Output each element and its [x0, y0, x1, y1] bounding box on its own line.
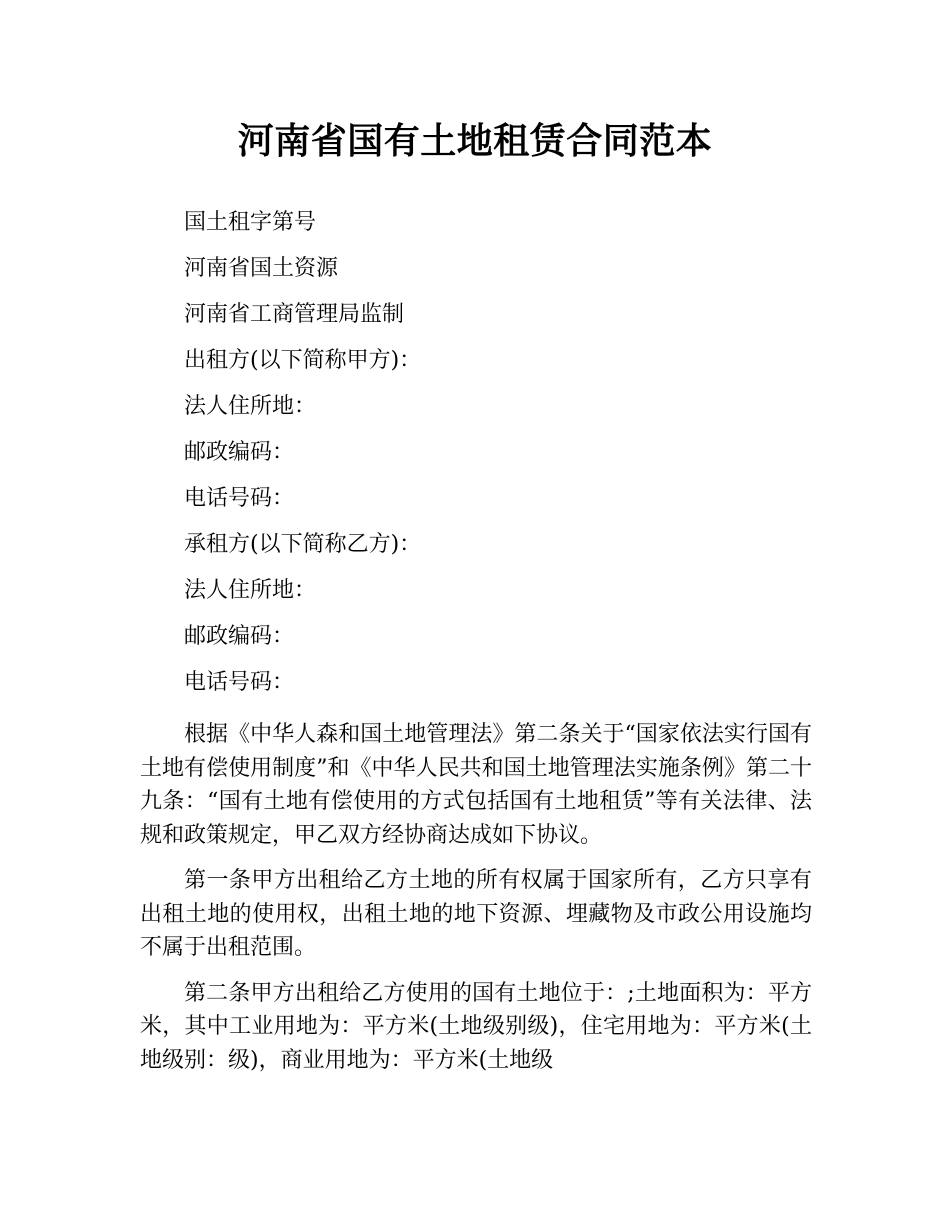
lessee-label: 承租方(以下简称乙方)： — [184, 532, 422, 557]
issuer-line: 河南省国土资源 — [184, 256, 339, 281]
contract-number-line: 国土租字第号 — [184, 210, 317, 235]
lessor-phone-label: 电话号码： — [184, 486, 295, 511]
lessor-label: 出租方(以下简称甲方)： — [184, 348, 422, 373]
article-1-paragraph: 第一条甲方出租给乙方土地的所有权属于国家所有，乙方只享有出租土地的使用权，出租土地的地下资源、埋藏物及市政公用设施均不属于出租范围。 — [140, 868, 812, 960]
document-body — [140, 200, 812, 1077]
lessor-address-label: 法人住所地： — [184, 394, 317, 419]
article-2-paragraph: 第二条甲方出租给乙方使用的国有土地位于：;土地面积为：平方米，其中工业用地为：平方米(土地级别级)，住宅用地为：平方米(土地级别：级)，商业用地为：平方米(土地级 — [140, 980, 812, 1073]
lessee-address-label: 法人住所地： — [184, 578, 317, 603]
supervisor-line: 河南省工商管理局监制 — [184, 302, 405, 327]
lessee-phone-label: 电话号码： — [184, 670, 295, 695]
lessee-postcode-label: 邮政编码： — [184, 624, 295, 649]
document-title: 河南省国有土地租赁合同范本 — [237, 121, 713, 162]
lessor-postcode-label: 邮政编码： — [184, 440, 295, 465]
preamble-paragraph: 根据《中华人森和国土地管理法》第二条关于“国家依法实行国有土地有偿使用制度”和《中华人民共和国土地管理法实施条例》第二十九条：“国有土地有偿使用的方式包括国有土地租赁”等有关法律、法规和政策规定，甲乙双方经协商达成如下协议。 — [140, 722, 812, 848]
